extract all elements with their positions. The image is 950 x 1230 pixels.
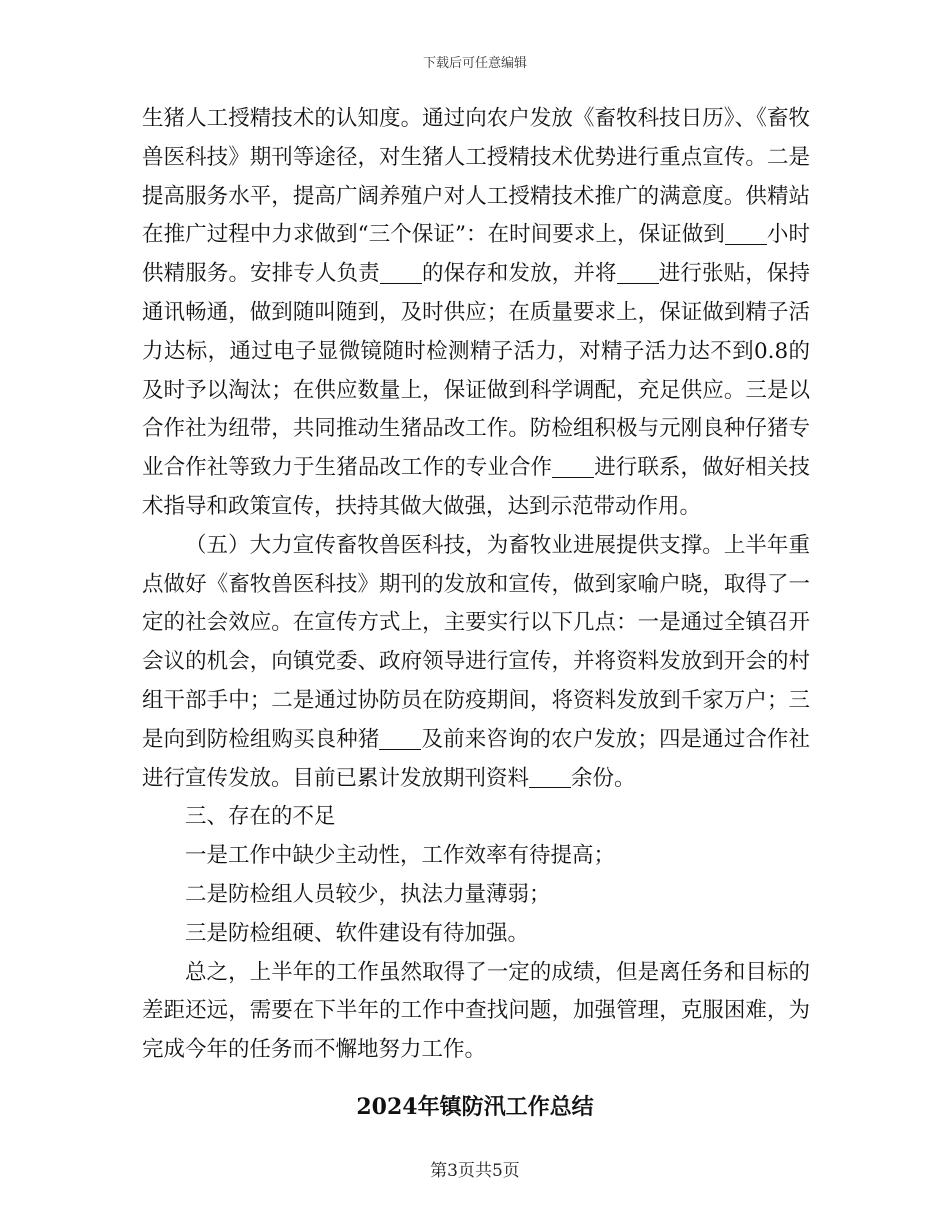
page-header: 下载后可任意编辑 [422, 56, 527, 71]
fill-blank [725, 223, 767, 246]
paragraph-conclusion: 总之，上半年的工作虽然取得了一定的成绩，但是离任务和目标的差距还远，需要在下半年的工作中查找问题，加强管理，克服困难，为完成今年的任务而不懈地努力工作。 [142, 959, 810, 1063]
fill-blank [379, 727, 421, 750]
section-heading-shortcomings: 三、存在的不足 [185, 804, 336, 830]
fill-blank [552, 456, 594, 479]
fill-blank [529, 766, 571, 789]
shortcoming-item-2: 二是防检组人员较少，执法力量薄弱； [185, 881, 551, 907]
paragraph-artificial-insemination: 生猪人工授精技术的认知度。通过向农户发放《畜牧科技日历》、《畜牧兽医科技》期刊等途径，对生猪人工授精技术优势进行重点宣传。二是提高服务水平，提高广阔养殖户对人工授精技术推广的满意度。供精站在推广过程中力求做到“三个保证”：在时间要求上，保证做到 小时供精服务。安排专人负责 的保存和发放，并将 进行张贴，保持通讯畅通，做到随叫随到，及时供应；在质量要求上，保证做到精子活力达标，通过电子显微镜随时检测精子活力，对精子活力达不到0.8的及时予以淘汰；在供应数量上，保证做到科学调配，充足供应。三是以合作社为纽带，共同推动生猪品改工作。防检组积极与元刚良种仔猪专业合作社等致力于生猪品改工作的专业合作 进行联系，做好相关技术指导和政策宣传，扶持其做大做强，达到示范带动作用。 [142, 106, 810, 519]
section-title: 2024年镇防汛工作总结 [356, 1094, 594, 1120]
shortcoming-item-1: 一是工作中缺少主动性，工作效率有待提高； [185, 843, 616, 869]
page-footer: 第3页共5页 [430, 1161, 520, 1181]
document-body [142, 100, 810, 1070]
fill-blank [617, 262, 659, 285]
paragraph-publicity: （五）大力宣传畜牧兽医科技，为畜牧业进展提供支撑。上半年重点做好《畜牧兽医科技》期刊的发放和宣传，做到家喻户晓，取得了一定的社会效应。在宣传方式上，主要实行以下几点：一是通过全镇召开会议的机会，向镇党委、政府领导进行宣传，并将资料发放到开会的村组干部手中；二是通过协防员在防疫期间，将资料发放到千家万户；三是向到防检组购买良种猪 及前来咨询的农户发放；四是通过合作社进行宣传发放。目前已累计发放期刊资料 余份。 [142, 532, 810, 791]
shortcoming-item-3: 三是防检组硬、软件建设有待加强。 [185, 920, 530, 946]
fill-blank [380, 262, 422, 285]
